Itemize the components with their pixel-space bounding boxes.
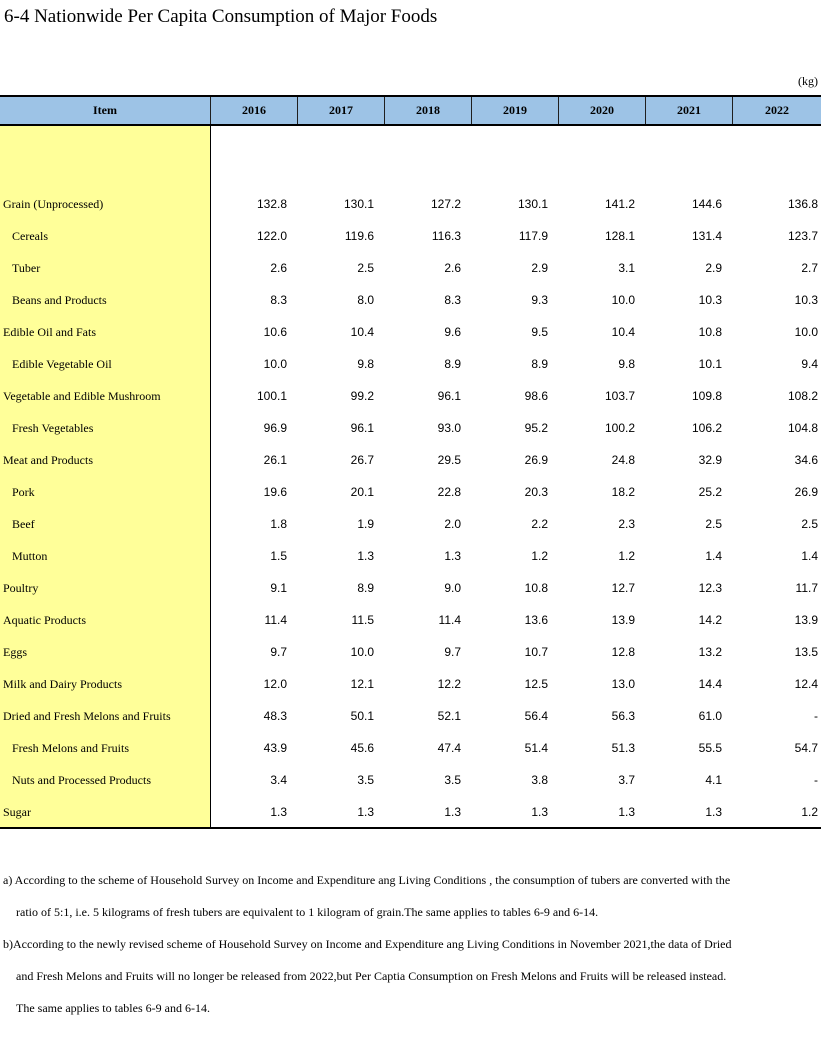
header-item: Item <box>0 97 211 124</box>
row-value-cell: 13.6 <box>524 613 548 627</box>
row-value-cell: 26.9 <box>794 485 818 499</box>
row-value-cell: 34.6 <box>794 453 818 467</box>
row-value-cell: 52.1 <box>437 709 461 723</box>
row-value-cell: - <box>814 773 818 787</box>
table-row <box>0 476 821 508</box>
row-value-cell: 10.0 <box>350 645 374 659</box>
row-value-cell: 106.2 <box>691 421 722 435</box>
row-value-cell: 9.4 <box>801 357 818 371</box>
table-row <box>0 412 821 444</box>
footnotes <box>3 864 819 1024</box>
row-item-label: Fresh Vegetables <box>12 420 94 435</box>
row-value-cell: 11.7 <box>795 581 818 595</box>
row-value-cell: 1.3 <box>444 805 461 819</box>
row-value-cell: 9.8 <box>618 357 635 371</box>
row-item-label: Beans and Products <box>12 292 107 307</box>
row-value-cell: 1.3 <box>531 805 548 819</box>
footnote-line: The same applies to tables 6-9 and 6-14. <box>16 1001 210 1015</box>
table-row <box>0 796 821 828</box>
row-value-cell: 109.8 <box>691 389 722 403</box>
row-value-cell: 50.1 <box>350 709 374 723</box>
row-value-cell: 9.7 <box>270 645 287 659</box>
row-value-cell: 96.1 <box>437 389 461 403</box>
table-row <box>0 572 821 604</box>
row-value-cell: 130.1 <box>343 197 374 211</box>
row-value-cell: 43.9 <box>263 741 287 755</box>
consumption-table <box>0 95 821 829</box>
table-row <box>0 444 821 476</box>
row-value-cell: 2.5 <box>705 517 722 531</box>
row-item-label: Fresh Melons and Fruits <box>12 740 129 755</box>
row-value-cell: 8.9 <box>444 357 461 371</box>
header-year: 2018 <box>385 97 472 124</box>
row-value-cell: 2.2 <box>531 517 548 531</box>
row-value-cell: 20.3 <box>524 485 548 499</box>
row-value-cell: 93.0 <box>437 421 461 435</box>
row-value-cell: 122.0 <box>256 229 287 243</box>
row-value-cell: 141.2 <box>604 197 635 211</box>
table-row <box>0 732 821 764</box>
row-value-cell: 127.2 <box>430 197 461 211</box>
row-value-cell: 10.6 <box>263 325 287 339</box>
table-row <box>0 220 821 252</box>
row-value-cell: 12.4 <box>794 677 818 691</box>
table-row <box>0 668 821 700</box>
row-value-cell: 1.2 <box>801 805 818 819</box>
row-value-cell: 12.1 <box>350 677 374 691</box>
row-value-cell: 2.5 <box>357 261 374 275</box>
row-value-cell: 2.6 <box>444 261 461 275</box>
row-value-cell: 56.4 <box>524 709 548 723</box>
row-value-cell: 18.2 <box>611 485 635 499</box>
table-row <box>0 380 821 412</box>
row-value-cell: 2.5 <box>801 517 818 531</box>
unit-label: (kg) <box>798 74 818 88</box>
row-value-cell: 2.9 <box>531 261 548 275</box>
row-value-cell: 100.2 <box>604 421 635 435</box>
row-value-cell: 4.1 <box>705 773 722 787</box>
table-row <box>0 316 821 348</box>
row-value-cell: 61.0 <box>698 709 722 723</box>
row-value-cell: 95.2 <box>524 421 548 435</box>
row-value-cell: 54.7 <box>794 741 818 755</box>
row-value-cell: 56.3 <box>611 709 635 723</box>
row-item-label: Sugar <box>3 804 31 819</box>
header-year: 2017 <box>298 97 385 124</box>
row-value-cell: 8.9 <box>531 357 548 371</box>
row-value-cell: 11.4 <box>264 613 287 627</box>
row-value-cell: 48.3 <box>263 709 287 723</box>
row-value-cell: 1.5 <box>270 549 287 563</box>
row-value-cell: 25.2 <box>698 485 722 499</box>
row-item-label: Tuber <box>12 260 41 275</box>
footnote-line: b)According to the newly revised scheme of Household Survey on Income and Expenditure ang Living Conditions in November 2021,the data of Dried <box>3 937 732 951</box>
row-item-label: Milk and Dairy Products <box>3 676 122 691</box>
row-value-cell: 123.7 <box>787 229 818 243</box>
table-row <box>0 508 821 540</box>
row-value-cell: 8.0 <box>357 293 374 307</box>
table-row <box>0 604 821 636</box>
row-value-cell: 3.5 <box>357 773 374 787</box>
row-value-cell: 51.4 <box>524 741 548 755</box>
table-row <box>0 188 821 220</box>
row-value-cell: 51.3 <box>611 741 635 755</box>
row-value-cell: 1.3 <box>270 805 287 819</box>
row-item-label: Mutton <box>12 548 48 563</box>
row-value-cell: 10.4 <box>611 325 635 339</box>
row-value-cell: 131.4 <box>691 229 722 243</box>
row-value-cell: 55.5 <box>698 741 722 755</box>
footnote-line: and Fresh Melons and Fruits will no longer be released from 2022,but Per Captia Consumption on Fresh Melons and Fruits will be released instead. <box>16 969 727 983</box>
row-value-cell: 9.6 <box>444 325 461 339</box>
row-value-cell: 12.0 <box>263 677 287 691</box>
row-value-cell: 29.5 <box>437 453 461 467</box>
row-value-cell: 103.7 <box>604 389 635 403</box>
row-value-cell: 1.2 <box>618 549 635 563</box>
table-body <box>0 126 821 829</box>
row-value-cell: 19.6 <box>263 485 287 499</box>
row-value-cell: 12.5 <box>524 677 548 691</box>
row-value-cell: 10.8 <box>524 581 548 595</box>
row-value-cell: 3.1 <box>618 261 635 275</box>
table-row <box>0 252 821 284</box>
table-row <box>0 284 821 316</box>
row-item-label: Poultry <box>3 580 39 595</box>
row-value-cell: 22.8 <box>437 485 461 499</box>
footnote-line: ratio of 5:1, i.e. 5 kilograms of fresh tubers are equivalent to 1 kilogram of grain.The same applies to tables 6-9 and 6-14. <box>16 905 599 919</box>
header-year: 2022 <box>765 103 789 117</box>
row-value-cell: 26.9 <box>524 453 548 467</box>
row-value-cell: 10.8 <box>698 325 722 339</box>
row-value-cell: 119.6 <box>344 229 374 243</box>
row-item-label: Edible Oil and Fats <box>3 324 96 339</box>
row-value-cell: 13.0 <box>611 677 635 691</box>
row-value-cell: 10.4 <box>350 325 374 339</box>
row-value-cell: 108.2 <box>787 389 818 403</box>
row-item-label: Beef <box>12 516 35 531</box>
row-value-cell: 1.3 <box>618 805 635 819</box>
row-value-cell: 9.7 <box>444 645 461 659</box>
row-value-cell: 1.3 <box>444 549 461 563</box>
row-value-cell: 10.3 <box>794 293 818 307</box>
row-value-cell: 8.9 <box>357 581 374 595</box>
row-item-label: Dried and Fresh Melons and Fruits <box>3 708 171 723</box>
row-value-cell: 100.1 <box>256 389 287 403</box>
row-value-cell: 2.0 <box>444 517 461 531</box>
row-value-cell: 2.3 <box>618 517 635 531</box>
header-year: 2016 <box>211 97 298 124</box>
row-value-cell: 9.8 <box>357 357 374 371</box>
row-value-cell: 3.4 <box>270 773 287 787</box>
row-value-cell: 45.6 <box>350 741 374 755</box>
row-value-cell: 47.4 <box>437 741 461 755</box>
row-item-label: Aquatic Products <box>3 612 86 627</box>
row-value-cell: 3.8 <box>531 773 548 787</box>
row-value-cell: 9.5 <box>531 325 548 339</box>
row-value-cell: 13.5 <box>794 645 818 659</box>
row-value-cell: 10.3 <box>698 293 722 307</box>
table-row <box>0 348 821 380</box>
table-row <box>0 540 821 572</box>
row-value-cell: 12.2 <box>437 677 461 691</box>
row-item-label: Cereals <box>12 228 48 243</box>
row-value-cell: 96.9 <box>263 421 287 435</box>
row-value-cell: 1.9 <box>357 517 374 531</box>
row-value-cell: 3.5 <box>444 773 461 787</box>
row-value-cell: 104.8 <box>787 421 818 435</box>
row-item-label: Pork <box>12 484 35 499</box>
row-value-cell: 13.2 <box>698 645 722 659</box>
row-value-cell: 8.3 <box>444 293 461 307</box>
row-item-label: Eggs <box>3 644 27 659</box>
row-value-cell: 8.3 <box>270 293 287 307</box>
page-title: 6-4 Nationwide Per Capita Consumption of Major Foods <box>4 6 438 27</box>
row-item-label: Meat and Products <box>3 452 93 467</box>
row-value-cell: 1.2 <box>531 549 548 563</box>
row-value-cell: 2.6 <box>270 261 287 275</box>
header-year: 2020 <box>559 97 646 124</box>
row-item-label: Edible Vegetable Oil <box>12 356 112 371</box>
row-item-label: Vegetable and Edible Mushroom <box>3 388 161 403</box>
row-value-cell: 1.3 <box>705 805 722 819</box>
row-value-cell: 10.1 <box>698 357 722 371</box>
row-value-cell: 13.9 <box>611 613 635 627</box>
row-value-cell: 10.0 <box>611 293 635 307</box>
row-value-cell: 99.2 <box>350 389 374 403</box>
row-value-cell: 130.1 <box>517 197 548 211</box>
row-value-cell: 132.8 <box>256 197 287 211</box>
row-value-cell: 13.9 <box>794 613 818 627</box>
row-value-cell: 12.7 <box>611 581 635 595</box>
row-value-cell: 24.8 <box>611 453 635 467</box>
table-rows <box>0 188 821 828</box>
row-value-cell: 26.1 <box>263 453 287 467</box>
row-value-cell: 1.4 <box>801 549 818 563</box>
row-value-cell: 20.1 <box>350 485 374 499</box>
table-header <box>0 95 821 126</box>
row-value-cell: - <box>814 709 818 723</box>
header-year: 2021 <box>646 97 733 124</box>
row-value-cell: 11.4 <box>438 613 461 627</box>
header-year: 2019 <box>472 97 559 124</box>
row-value-cell: 1.8 <box>270 517 287 531</box>
row-value-cell: 9.1 <box>270 581 287 595</box>
row-value-cell: 26.7 <box>350 453 374 467</box>
row-value-cell: 12.8 <box>611 645 635 659</box>
table-row <box>0 636 821 668</box>
row-value-cell: 32.9 <box>698 453 722 467</box>
row-item-label: Grain (Unprocessed) <box>3 196 104 211</box>
row-value-cell: 136.8 <box>787 197 818 211</box>
row-value-cell: 10.7 <box>524 645 548 659</box>
row-value-cell: 144.6 <box>691 197 722 211</box>
row-value-cell: 14.2 <box>698 613 722 627</box>
row-value-cell: 3.7 <box>618 773 635 787</box>
row-value-cell: 12.3 <box>698 581 722 595</box>
table-row <box>0 700 821 732</box>
footnote-line: a) According to the scheme of Household Survey on Income and Expenditure ang Living Conditions , the consumption of tubers are converted with the <box>3 873 731 887</box>
row-value-cell: 10.0 <box>263 357 287 371</box>
row-value-cell: 128.1 <box>604 229 635 243</box>
row-value-cell: 96.1 <box>350 421 374 435</box>
row-value-cell: 2.7 <box>801 261 818 275</box>
row-value-cell: 9.3 <box>531 293 548 307</box>
row-item-label: Nuts and Processed Products <box>12 772 151 787</box>
row-value-cell: 1.4 <box>705 549 722 563</box>
row-value-cell: 116.3 <box>431 229 461 243</box>
row-value-cell: 98.6 <box>524 389 548 403</box>
row-value-cell: 11.5 <box>351 613 374 627</box>
row-value-cell: 117.9 <box>518 229 548 243</box>
row-value-cell: 14.4 <box>698 677 722 691</box>
row-value-cell: 10.0 <box>794 325 818 339</box>
row-value-cell: 9.0 <box>444 581 461 595</box>
row-value-cell: 1.3 <box>357 549 374 563</box>
row-value-cell: 1.3 <box>357 805 374 819</box>
row-value-cell: 2.9 <box>705 261 722 275</box>
table-row <box>0 764 821 796</box>
